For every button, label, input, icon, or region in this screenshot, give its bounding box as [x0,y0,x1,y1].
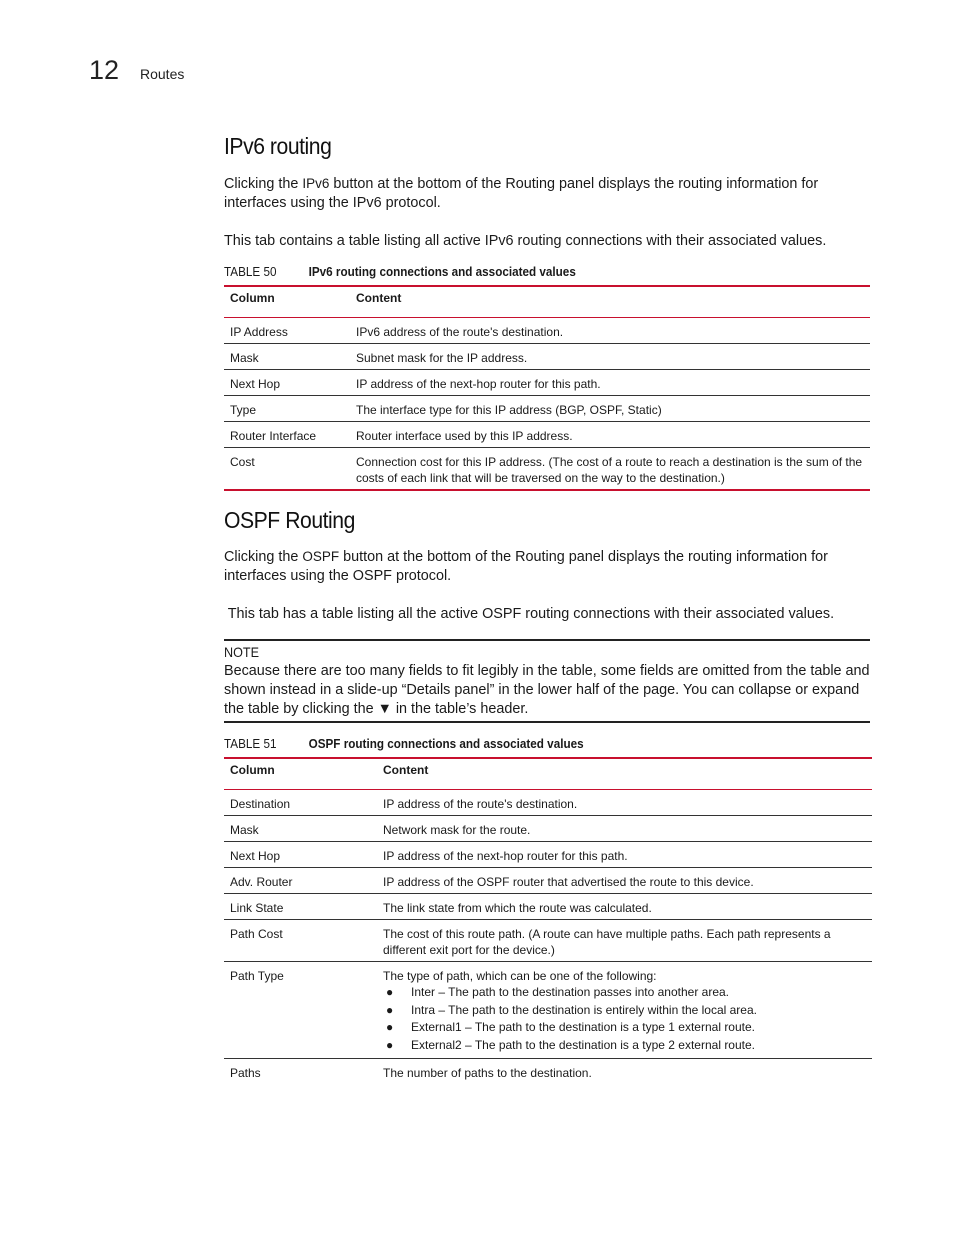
row-content: The cost of this route path. (A route can have multiple paths. Each path represents a different exit port for the device.) [383,927,831,957]
path-type-list [383,984,866,1054]
row-column: Mask [230,823,259,837]
row-content: Network mask for the route. [383,823,531,837]
table-50-label: TABLE 50 [224,264,277,279]
ipv6-paragraph-1 [224,174,874,213]
table-row [224,894,872,920]
content-header: Content [377,758,872,790]
ospf-paragraph-2: This tab has a table listing all the active OSPF routing connections with their associated values. [224,606,835,622]
row-content: The interface type for this IP address (BGP, OSPF, Static) [356,403,662,417]
note-box [224,639,870,723]
chapter-title: Routes [140,66,185,82]
ospf-heading: OSPF Routing [224,507,355,533]
bullet-icon: ● [386,985,394,999]
list-item: ● Inter – The path to the destination passes into another area. [383,984,866,1002]
content-header: Content [350,286,870,318]
table-row [224,448,870,490]
table-row [224,396,870,422]
table-header-row [224,286,870,318]
row-column: Mask [230,351,259,365]
column-header: Column [224,758,377,790]
ospf-routing-table [224,757,872,1085]
bullet-icon: ● [386,1002,394,1017]
ospf-paragraph-1 [224,547,874,586]
row-content: Router interface used by this IP address. [356,429,573,443]
row-content [377,962,872,1059]
list-item: ● Intra – The path to the destination is entirely within the local area. [383,1002,866,1020]
note-title: NOTE [224,644,260,660]
table-row [224,1059,872,1085]
table-row [224,790,872,816]
table-51-caption [224,736,584,751]
table-row [224,962,872,1059]
ipv6-routing-table [224,285,870,491]
row-content: Connection cost for this IP address. (The cost of a route to reach a destination is the sum of the costs of each link that will be traversed on the way to the destination.) [356,455,863,485]
table-51-label: TABLE 51 [224,736,277,751]
ipv6-paragraph-2: This tab contains a table listing all active IPv6 routing connections with their associated values. [224,233,827,249]
table-row [224,842,872,868]
row-column: Next Hop [230,377,281,391]
bullet-icon: ● [386,1037,394,1052]
ipv6-p1-after: button at the bottom of the Routing panel displays the routing information for interfaces using the IPv6 protocol. [224,176,819,211]
table-row [224,920,872,962]
row-column: Cost [230,455,255,469]
table-row [224,370,870,396]
row-content: IPv6 address of the route's destination. [356,325,564,339]
column-header: Column [224,286,350,318]
table-row [224,344,870,370]
row-column: Link State [230,901,284,915]
row-content: IP address of the next-hop router for this path. [356,377,601,391]
row-content: IP address of the next-hop router for this path. [383,849,628,863]
note-text: Because there are too many fields to fit legibly in the table, some fields are omitted from the table and shown instead in a slide-up “Details panel” in the lower half of the page. You can collapse or expand the table by clicking the ▼ in the table’s header. [224,663,870,717]
table-row [224,422,870,448]
row-column: Type [230,403,257,417]
table-row [224,318,870,344]
row-column: IP Address [230,325,288,339]
table-row [224,868,872,894]
row-column: Path Cost [230,927,283,941]
row-column: Next Hop [230,849,281,863]
row-content: IP address of the OSPF router that advertised the route to this device. [383,875,754,889]
chapter-number: 12 [89,55,120,85]
row-content: The number of paths to the destination. [383,1066,592,1080]
ipv6-p1-before: Clicking the [224,176,303,192]
ospf-p1-after: button at the bottom of the Routing panel displays the routing information for interfaces using the OSPF protocol. [224,549,828,584]
row-content: Subnet mask for the IP address. [356,351,528,365]
row-column: Adv. Router [230,875,293,889]
ipv6-button-ref: IPv6 [302,176,330,191]
ipv6-heading: IPv6 routing [224,133,332,159]
row-content: IP address of the route's destination. [383,797,578,811]
row-column: Router Interface [230,429,317,443]
table-50-title: IPv6 routing connections and associated values [308,264,576,279]
ospf-p1-before: Clicking the [224,549,303,565]
row-content: The link state from which the route was calculated. [383,901,652,915]
table-header-row [224,758,872,790]
ospf-button-ref: OSPF [302,549,340,564]
row-column: Path Type [230,969,284,983]
list-item: ● External2 – The path to the destination is a type 2 external route. [383,1037,866,1055]
list-item: ● External1 – The path to the destination is a type 1 external route. [383,1019,866,1037]
row-column: Paths [230,1066,261,1080]
table-51-title: OSPF routing connections and associated values [308,736,584,751]
bullet-icon: ● [386,1020,394,1034]
row-column: Destination [230,797,291,811]
path-type-intro: The type of path, which can be one of the following: [383,969,657,983]
table-50-caption [224,264,576,279]
table-row [224,816,872,842]
